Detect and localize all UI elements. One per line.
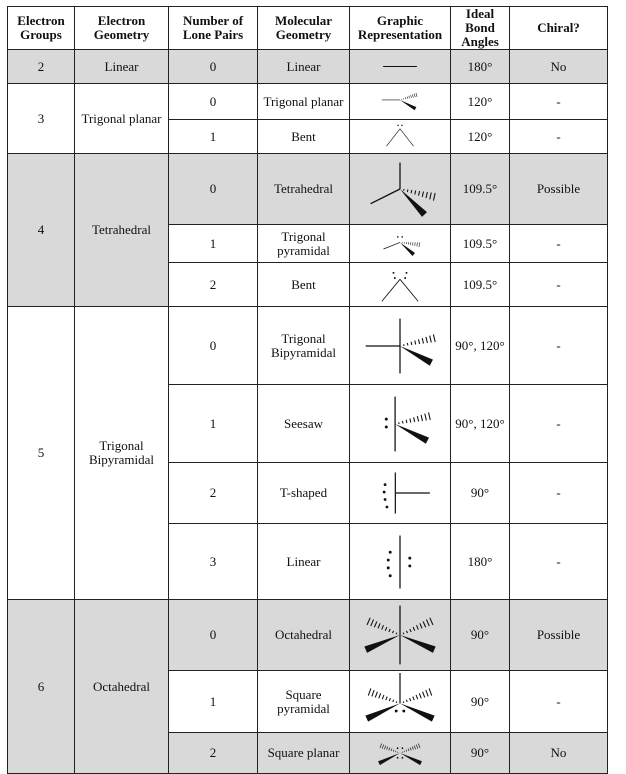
electron-groups-cell: 4 (8, 154, 75, 307)
chiral-cell: Possible (510, 600, 608, 671)
trigonal-bipyramidal-icon (351, 316, 449, 376)
header-molecular-geometry: Molecular Geometry (258, 7, 350, 50)
graphic-cell (350, 524, 451, 600)
table-row (8, 154, 608, 225)
chiral-cell: - (510, 263, 608, 307)
trigonal-planar-icon (351, 86, 449, 117)
molecular-geometry-cell: Tetrahedral (258, 154, 350, 225)
chiral-cell: - (510, 524, 608, 600)
chiral-cell: No (510, 50, 608, 84)
graphic-cell (350, 600, 451, 671)
header-electron-geometry: Electron Geometry (75, 7, 169, 50)
header-lone-pairs: Number of Lone Pairs (169, 7, 258, 50)
header-row (8, 7, 608, 50)
graphic-cell (350, 120, 451, 154)
trigonal-pyramidal-icon (351, 227, 449, 260)
chiral-cell: - (510, 671, 608, 733)
chiral-cell: No (510, 733, 608, 774)
chiral-cell: Possible (510, 154, 608, 225)
header-graphic: Graphic Representation (350, 7, 451, 50)
bond-angle-cell: 180° (451, 50, 510, 84)
molecular-geometry-cell: Octahedral (258, 600, 350, 671)
graphic-cell (350, 385, 451, 463)
table-row (8, 50, 608, 84)
graphic-cell (350, 225, 451, 263)
bond-angle-cell: 90° (451, 733, 510, 774)
bond-angle-cell: 90° (451, 671, 510, 733)
lone-pairs-cell: 2 (169, 733, 258, 774)
lone-pairs-cell: 1 (169, 225, 258, 263)
molecular-geometry-cell: Square pyramidal (258, 671, 350, 733)
table-row (8, 307, 608, 385)
graphic-cell (350, 50, 451, 84)
graphic-cell (350, 263, 451, 307)
lone-pairs-cell: 1 (169, 385, 258, 463)
lone-pairs-cell: 0 (169, 50, 258, 84)
vsepr-table (7, 6, 608, 774)
lone-pairs-cell: 2 (169, 263, 258, 307)
bond-angle-cell: 90° (451, 463, 510, 524)
octahedral-icon (351, 605, 449, 665)
chiral-cell: - (510, 84, 608, 120)
header-bond-angles: Ideal Bond Angles (451, 7, 510, 50)
table-row (8, 600, 608, 671)
bent-two-lone-pairs-icon (351, 265, 449, 304)
bond-angle-cell: 120° (451, 84, 510, 120)
electron-geometry-cell: Trigonal planar (75, 84, 169, 154)
electron-groups-cell: 5 (8, 307, 75, 600)
lone-pairs-cell: 1 (169, 671, 258, 733)
tetrahedral-icon (351, 159, 449, 219)
chiral-cell: - (510, 225, 608, 263)
molecular-geometry-cell: Trigonal Bipyramidal (258, 307, 350, 385)
seesaw-icon (351, 394, 449, 454)
molecular-geometry-cell: Bent (258, 263, 350, 307)
molecular-geometry-cell: Trigonal planar (258, 84, 350, 120)
lone-pairs-cell: 0 (169, 84, 258, 120)
bond-angle-cell: 109.5° (451, 154, 510, 225)
lone-pairs-cell: 0 (169, 307, 258, 385)
bond-angle-cell: 90° (451, 600, 510, 671)
t-shaped-icon (351, 465, 449, 521)
bond-angle-cell: 180° (451, 524, 510, 600)
electron-groups-cell: 3 (8, 84, 75, 154)
graphic-cell (350, 671, 451, 733)
molecular-geometry-cell: Trigonal pyramidal (258, 225, 350, 263)
header-chiral: Chiral? (510, 7, 608, 50)
graphic-cell (350, 307, 451, 385)
chiral-cell: - (510, 120, 608, 154)
electron-groups-cell: 6 (8, 600, 75, 774)
bond-angle-cell: 90°, 120° (451, 385, 510, 463)
electron-geometry-cell: Octahedral (75, 600, 169, 774)
electron-geometry-cell: Trigonal Bipyramidal (75, 307, 169, 600)
lone-pairs-cell: 0 (169, 154, 258, 225)
bent-one-lone-pair-icon (351, 122, 449, 151)
chiral-cell: - (510, 307, 608, 385)
linear-three-lone-pairs-icon (351, 532, 449, 592)
square-pyramidal-icon (351, 673, 449, 730)
graphic-cell (350, 154, 451, 225)
electron-geometry-cell: Linear (75, 50, 169, 84)
bond-angle-cell: 90°, 120° (451, 307, 510, 385)
chiral-cell: - (510, 463, 608, 524)
molecular-geometry-cell: Seesaw (258, 385, 350, 463)
molecular-geometry-cell: Linear (258, 524, 350, 600)
molecular-geometry-cell: T-shaped (258, 463, 350, 524)
electron-geometry-cell: Tetrahedral (75, 154, 169, 307)
graphic-cell (350, 463, 451, 524)
header-electron-groups: Electron Groups (8, 7, 75, 50)
lone-pairs-cell: 0 (169, 600, 258, 671)
bond-angle-cell: 109.5° (451, 225, 510, 263)
molecular-geometry-cell: Linear (258, 50, 350, 84)
electron-groups-cell: 2 (8, 50, 75, 84)
square-planar-icon (351, 735, 449, 771)
linear-bond-icon (351, 52, 449, 81)
chiral-cell: - (510, 385, 608, 463)
bond-angle-cell: 109.5° (451, 263, 510, 307)
graphic-cell (350, 84, 451, 120)
molecular-geometry-cell: Bent (258, 120, 350, 154)
table-row (8, 84, 608, 120)
molecular-geometry-cell: Square planar (258, 733, 350, 774)
lone-pairs-cell: 1 (169, 120, 258, 154)
lone-pairs-cell: 3 (169, 524, 258, 600)
bond-angle-cell: 120° (451, 120, 510, 154)
lone-pairs-cell: 2 (169, 463, 258, 524)
graphic-cell (350, 733, 451, 774)
